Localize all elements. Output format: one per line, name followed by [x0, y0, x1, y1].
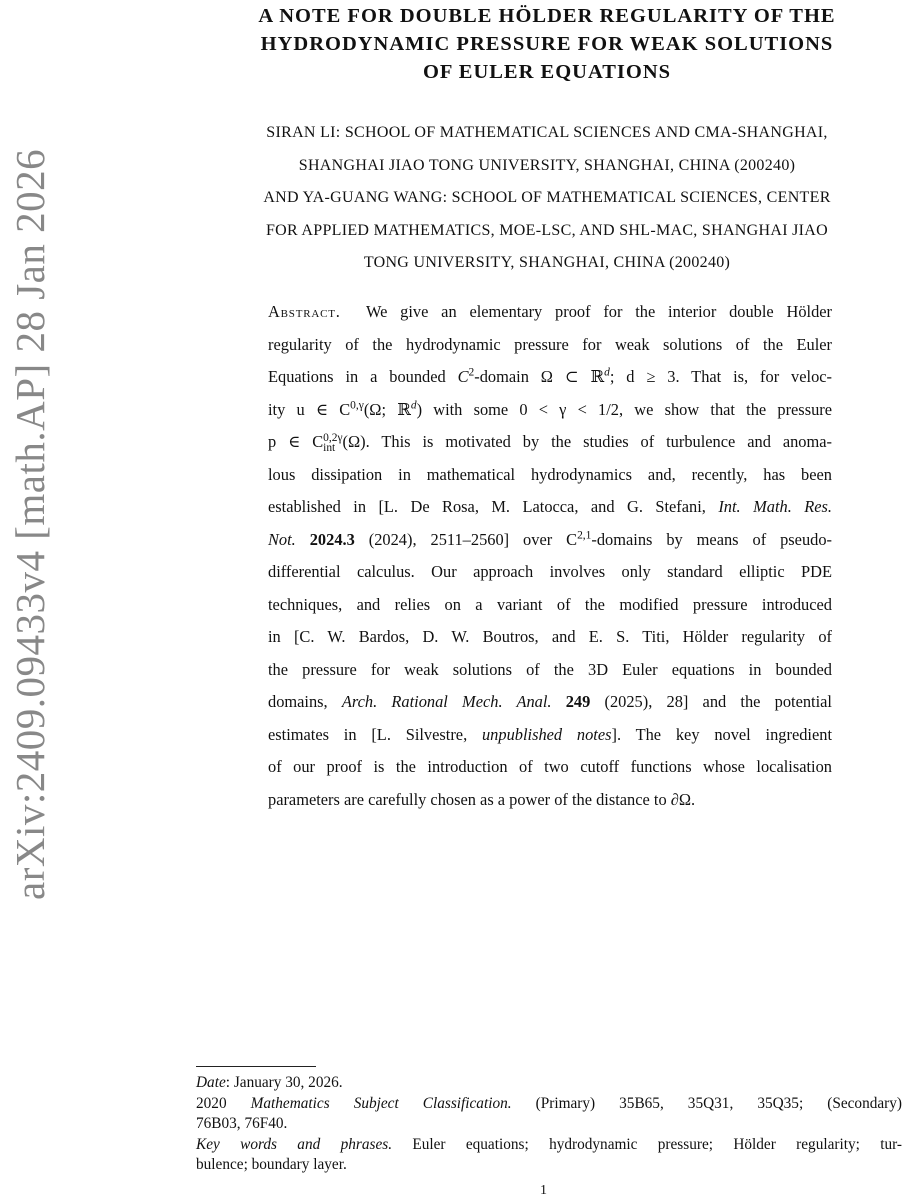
author-line: FOR APPLIED MATHEMATICS, MOE-LSC, AND SHL-MAC, SHANGHAI JIAO: [265, 221, 829, 239]
author-line: SHANGHAI JIAO TONG UNIVERSITY, SHANGHAI, CHINA (200240): [298, 156, 796, 174]
footnote-divider: [196, 1066, 316, 1067]
abstract-line: domains, Arch. Rational Mech. Anal. 249 (2025), 28] and the potential: [268, 692, 832, 711]
arxiv-stamp: [0, 0, 60, 930]
abstract-line: lous dissipation in mathematical hydrodynamics and, recently, has been: [268, 464, 832, 484]
abstract: [268, 296, 832, 816]
page-number: 1: [540, 1183, 547, 1198]
author-line: SIRAN LI: SCHOOL OF MATHEMATICAL SCIENCES AND CMA-SHANGHAI,: [266, 124, 828, 141]
author-affiliations: [196, 117, 898, 280]
abstract-line: techniques, and relies on a variant of the modified pressure introduced: [268, 594, 832, 614]
title-line: HYDRODYNAMIC PRESSURE FOR WEAK SOLUTIONS: [260, 33, 834, 55]
paper-title: [196, 2, 898, 86]
abstract-line: p ∈ C 0,2γ int (Ω). This is motivated by the studies of turbulence and anoma-: [268, 432, 832, 455]
abstract-line: the pressure for weak solutions of the 3D Euler equations in bounded: [268, 659, 832, 679]
footnote-msc-continued: 76B03, 76F40.: [196, 1115, 288, 1132]
abstract-line: ity u ∈ $C^{0,\gamma}(\Omega$; ℝ$^d$) with some 0 < γ < 1/2, we show that the pressure: [268, 399, 832, 419]
abstract-line: differential calculus. Our approach involves only standard elliptic PDE: [268, 562, 832, 581]
author-line: AND YA-GUANG WANG: SCHOOL OF MATHEMATICAL SCIENCES, CENTER: [263, 189, 831, 207]
footnote-keywords: Key words and phrases. Euler equations; hydrodynamic pressure; Hölder regularity; tur-: [196, 1135, 902, 1153]
footnote-msc: 2020 Mathematics Subject Classification. (Primary) 35B65, 35Q31, 35Q35; (Secondary): [196, 1094, 902, 1112]
arxiv-identifier: arXiv:2409.09433v4 [math.AP] 28 Jan 2026: [7, 148, 53, 900]
footnote-date: Date: January 30, 2026.: [196, 1074, 343, 1091]
footnote-keywords-continued: bulence; boundary layer.: [196, 1156, 347, 1173]
abstract-heading: Abstract.: [268, 302, 341, 321]
abstract-line: Abstract. We give an elementary proof for the interior double Hölder: [268, 302, 833, 321]
title-line: A NOTE FOR DOUBLE HÖLDER REGULARITY OF THE: [258, 5, 836, 27]
footnotes: [196, 1073, 902, 1176]
author-line: TONG UNIVERSITY, SHANGHAI, CHINA (200240): [363, 254, 731, 272]
abstract-line: Not. 2024.3 (2024), 2511–2560] over C$^{2,1}$-domains by means of pseudo-: [268, 529, 832, 549]
abstract-line: parameters are carefully chosen as a power of the distance to ∂Ω.: [268, 789, 696, 809]
abstract-line: Equations in a bounded $C^2$-domain Ω ⊂ ℝ$^d$; d ≥ 3. That is, for veloc-: [268, 366, 832, 386]
abstract-line: estimates in [L. Silvestre, unpublished notes]. The key novel ingredient: [268, 724, 832, 744]
abstract-line: established in [L. De Rosa, M. Latocca, and G. Stefani, Int. Math. Res.: [268, 497, 832, 516]
abstract-line: regularity of the hydrodynamic pressure for weak solutions of the Euler: [268, 334, 832, 354]
title-line: OF EULER EQUATIONS: [422, 61, 672, 83]
abstract-line: of our proof is the introduction of two cutoff functions whose localisation: [268, 757, 832, 776]
abstract-line: in [C. W. Bardos, D. W. Boutros, and E. S. Titi, Hölder regularity of: [268, 627, 832, 646]
